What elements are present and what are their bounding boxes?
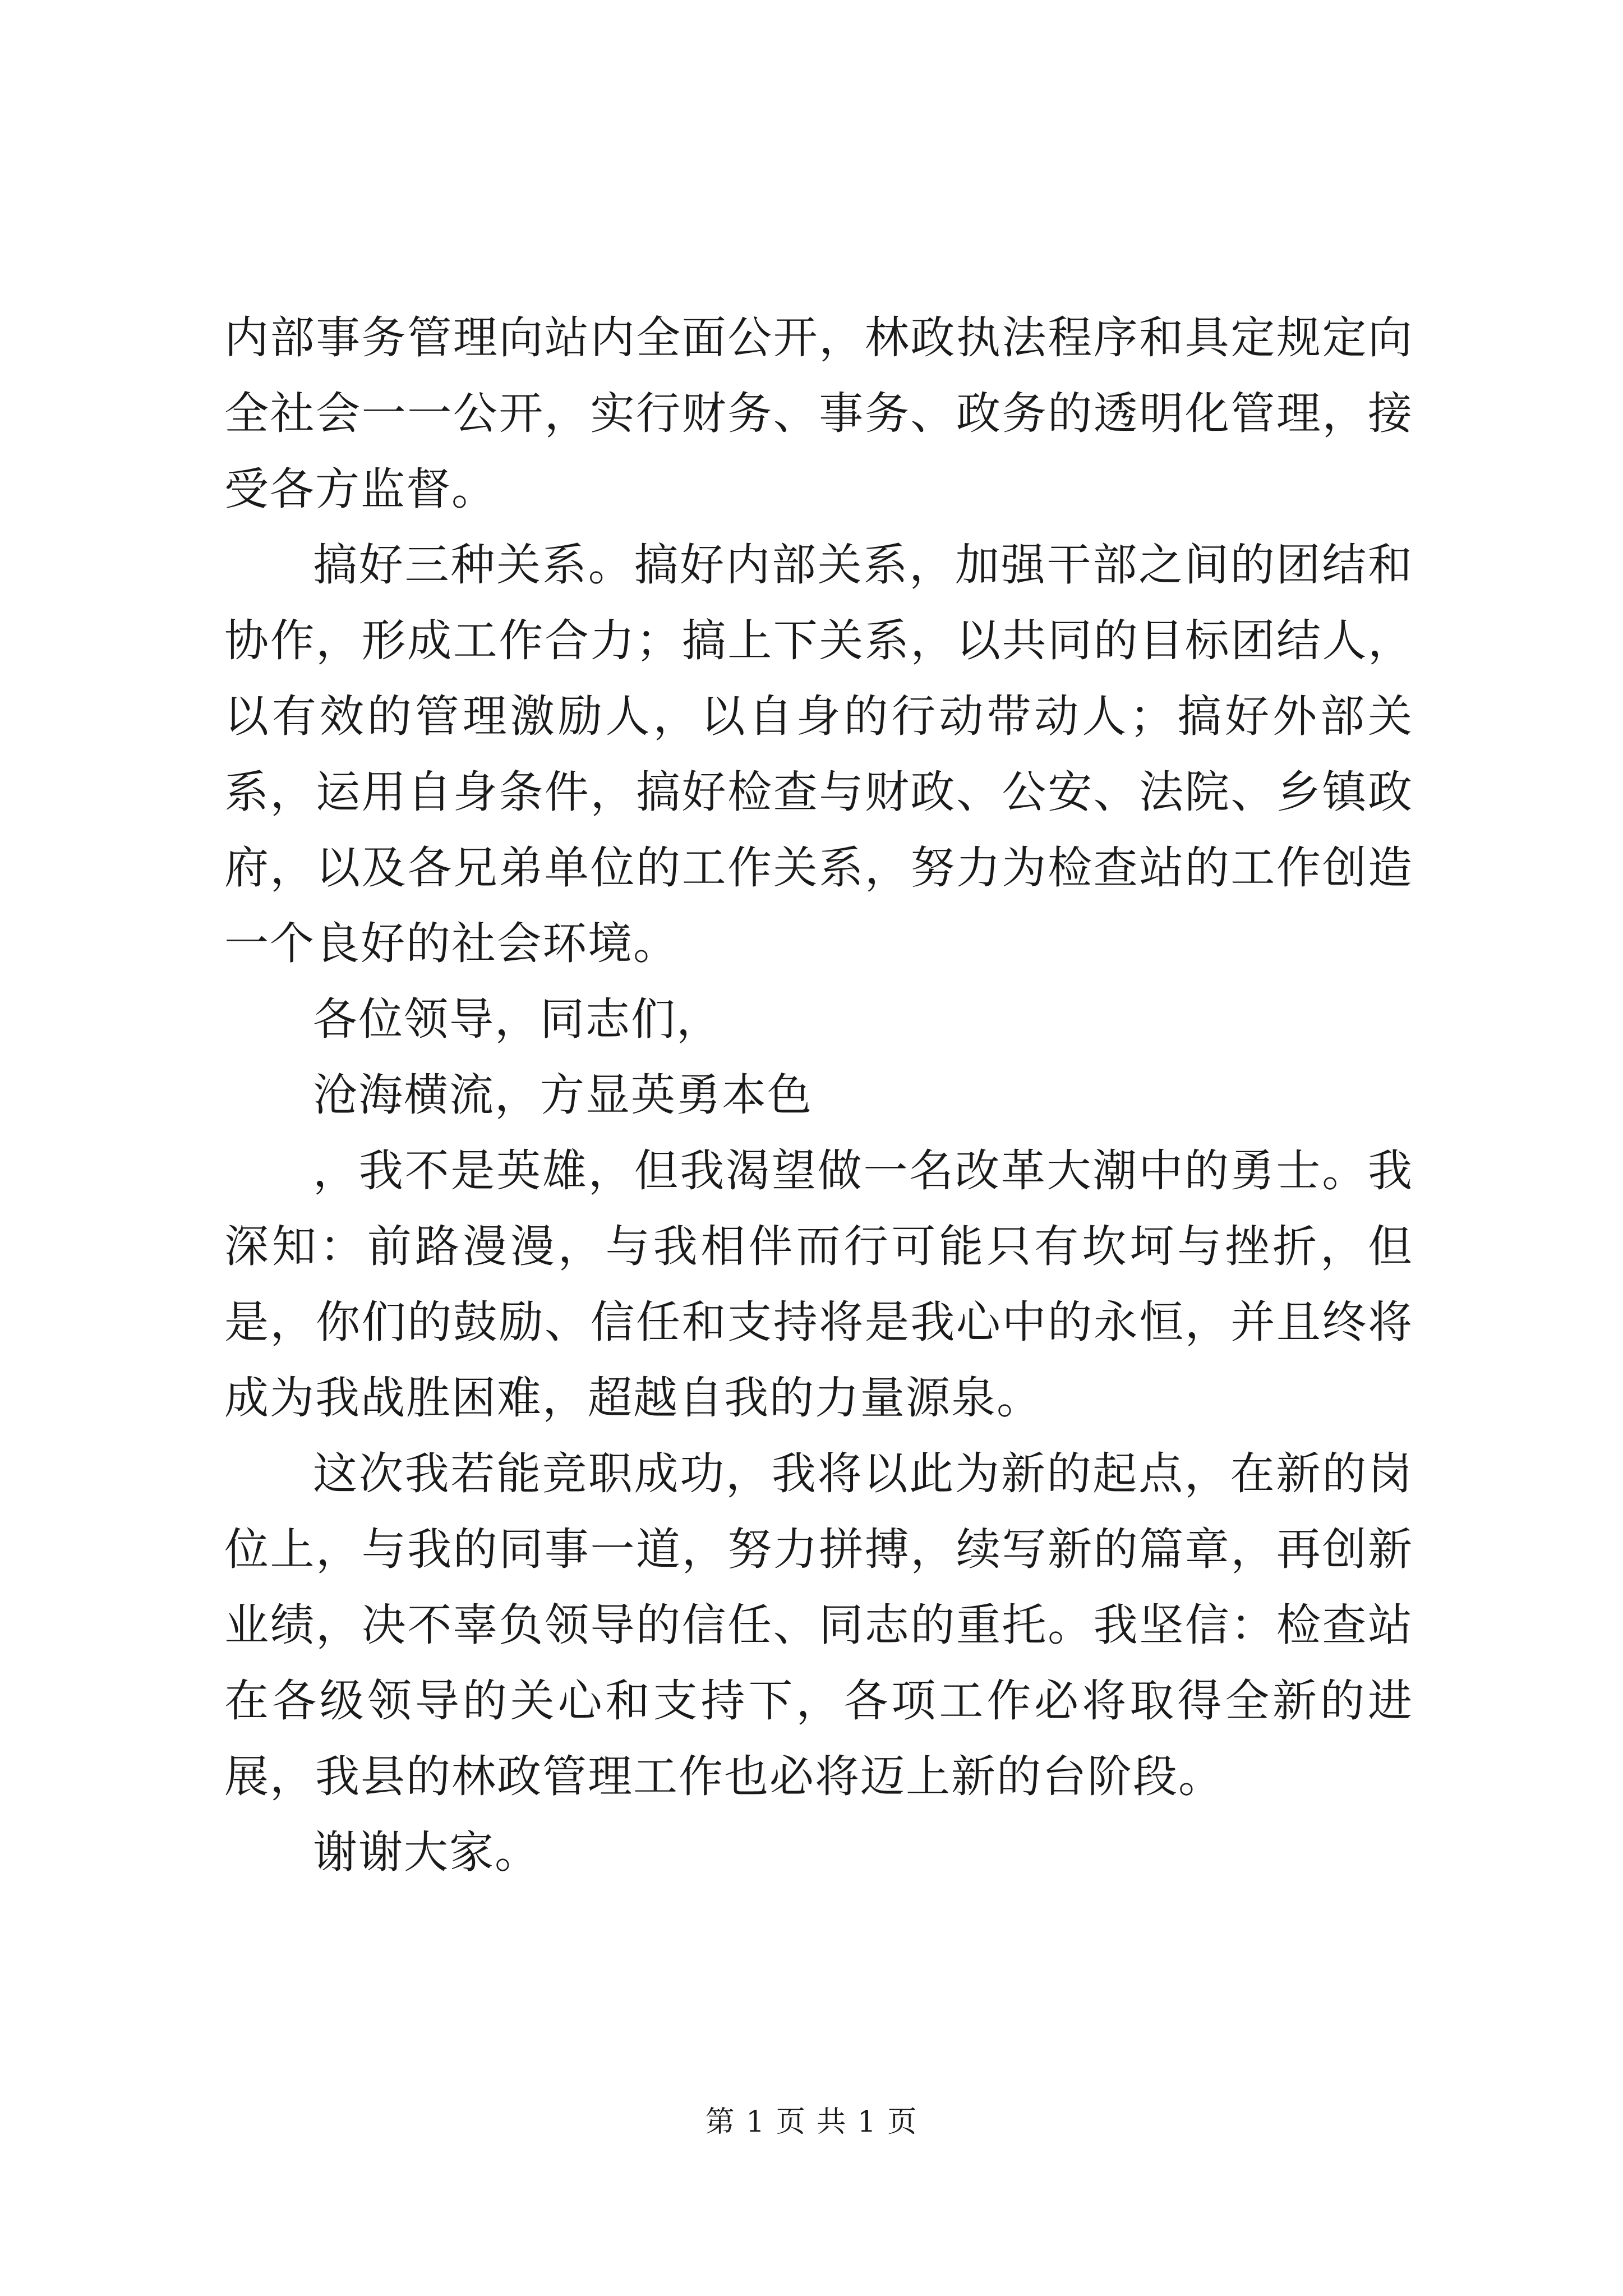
paragraph-continued: 内部事务管理向站内全面公开，林政执法程序和具定规定向全社会一一公开，实行财务、事务、政务的透明化管理，接受各方监督。 (224, 312, 1413, 515)
paragraph-relations: 搞好三种关系。搞好内部关系，加强干部之间的团结和协作，形成工作合力；搞上下关系，以共同的目标团结人，以有效的管理激励人，以自身的行动带动人；搞好外部关系，运用自身条件，搞好检查与财政、公安、法院、乡镇政府，以及各兄弟单位的工作关系，努力为检查站的工作创造一个良好的社会环境。 (224, 539, 1413, 969)
paragraph-commitment: 这次我若能竞职成功，我将以此为新的起点，在新的岗位上，与我的同事一道，努力拼搏，续写新的篇章，再创新业绩，决不辜负领导的信任、同志的重托。我坚信：检查站在各级领导的关心和支持下，各项工作必将取得全新的进展，我县的林政管理工作也必将迈上新的台阶段。 (224, 1448, 1413, 1802)
document-body (224, 300, 1413, 1890)
paragraph-thanks: 谢谢大家。 (313, 1826, 540, 1878)
page-number-footer: 第 1 页 共 1 页 (705, 2105, 918, 2139)
paragraph-quote: 沧海横流，方显英勇本色 (313, 1069, 813, 1121)
paragraph-salutation: 各位领导，同志们， (313, 993, 722, 1045)
paragraph-aspiration: ，我不是英雄，但我渴望做一名改革大潮中的勇士。我深知：前路漫漫，与我相伴而行可能只有坎坷与挫折，但是，你们的鼓励、信任和支持将是我心中的永恒，并且终将成为我战胜困难，超越自我的力量源泉。 (224, 1145, 1413, 1424)
